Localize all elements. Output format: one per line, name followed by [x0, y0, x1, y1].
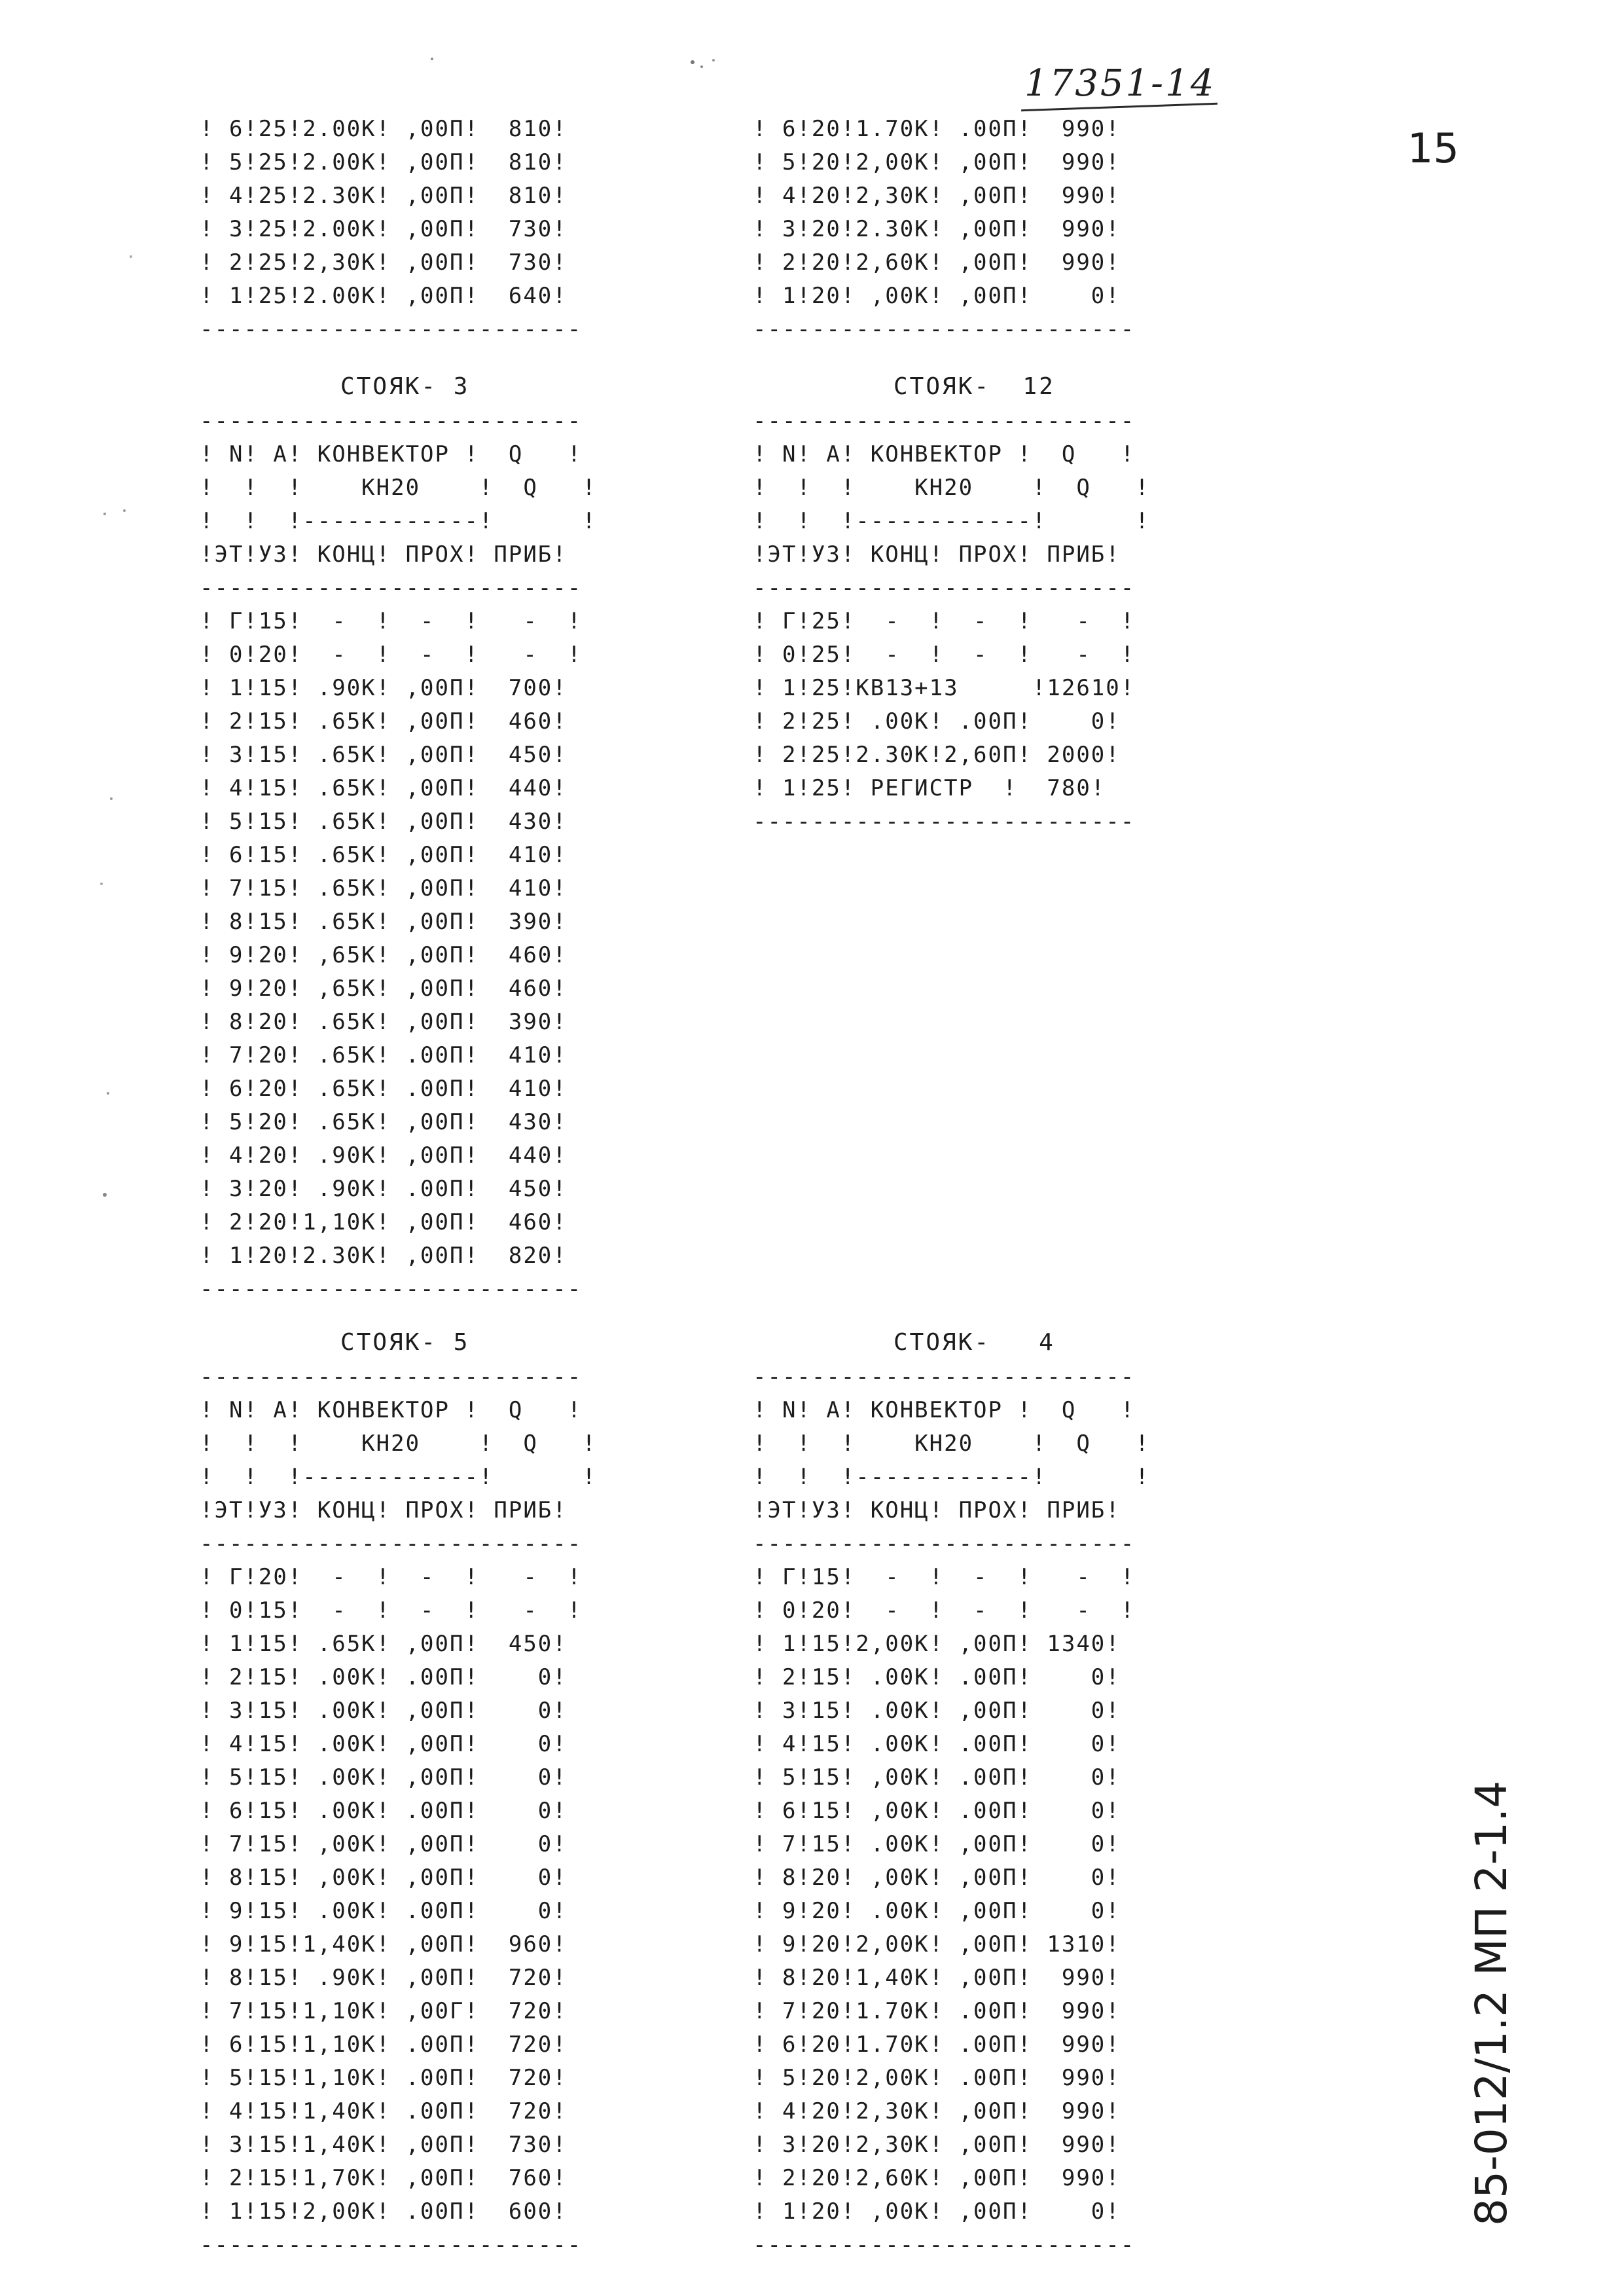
section-title-stoyak-5: СТОЯК- 5	[340, 1329, 470, 1356]
table-row: ! 2!25! .00K! .00П! 0!	[753, 708, 1121, 735]
table-header-line: !ЭТ!УЗ! КОНЦ! ПРОХ! ПРИБ!	[200, 1497, 568, 1523]
handwritten-document-number: 17351-14	[1024, 62, 1216, 105]
table-row: ! 2!20!2,60K! ,00П! 990!	[753, 2165, 1121, 2191]
table-header-line: ! ! !------------! !	[200, 1464, 597, 1490]
table-row: ! 7!15! .00K! ,00П! 0!	[753, 1831, 1121, 1857]
table-row: ! 6!20!1.70K! .00П! 990!	[753, 2031, 1121, 2058]
table-header-stoyak-3	[200, 405, 597, 605]
table-row: ! 8!20! .65K! ,00П! 390!	[200, 1009, 568, 1035]
table-row: ! 5!15!1,10K! .00П! 720!	[200, 2065, 568, 2091]
table-row: ! 0!20! - ! - ! - !	[200, 642, 583, 668]
table-header-line: ! ! ! КН20 ! Q !	[200, 1430, 597, 1457]
table-header-line: !ЭТ!УЗ! КОНЦ! ПРОХ! ПРИБ!	[753, 1497, 1121, 1523]
table-row: ! 7!15! .65K! ,00П! 410!	[200, 875, 568, 901]
table-row: ! 9!15!1,40K! ,00П! 960!	[200, 1931, 568, 1957]
table-row: ! 4!15! .00K! ,00П! 0!	[200, 1731, 568, 1757]
table-row: ! 6!20! .65K! .00П! 410!	[200, 1076, 568, 1102]
table-header-line: !ЭТ!УЗ! КОНЦ! ПРОХ! ПРИБ!	[200, 541, 568, 568]
table-row: ! 7!20!1.70K! .00П! 990!	[753, 1998, 1121, 2024]
table-row: ! 2!15! .00K! .00П! 0!	[753, 1664, 1121, 1690]
table-row: ! 1!15!2,00K! ,00П! 1340!	[753, 1631, 1121, 1657]
table-row: ! 6!15! .65K! ,00П! 410!	[200, 842, 568, 868]
table-row: ! 7!20! .65K! .00П! 410!	[200, 1042, 568, 1068]
table-row: ! 6!25!2.00K! ,00П! 810!	[200, 116, 568, 142]
table-row: ! 1!20!2.30K! ,00П! 820!	[200, 1243, 568, 1269]
table-row: ! 7!15!1,10K! ,00Г! 720!	[200, 1998, 568, 2024]
rule-line: --------------------------	[200, 1364, 583, 1390]
table-header-line: ! ! ! КН20 ! Q !	[753, 1430, 1150, 1457]
table-row: ! 3!25!2.00K! ,00П! 730!	[200, 216, 568, 242]
rule-line: --------------------------	[753, 575, 1136, 601]
table-row: ! 4!15!1,40K! .00П! 720!	[200, 2098, 568, 2124]
table-header-stoyak-5	[200, 1360, 597, 1561]
table-row: ! 0!15! - ! - ! - !	[200, 1597, 583, 1624]
table-row: ! 6!15! ,00K! .00П! 0!	[753, 1798, 1121, 1824]
rule-line: --------------------------	[753, 2232, 1136, 2258]
table-header-line: !ЭТ!УЗ! КОНЦ! ПРОХ! ПРИБ!	[753, 541, 1121, 568]
table-row: ! 5!15! ,00K! .00П! 0!	[753, 1764, 1121, 1791]
table-row: ! 9!20!2,00K! ,00П! 1310!	[753, 1931, 1121, 1957]
section-title-stoyak-12: СТОЯК- 12	[893, 373, 1055, 400]
section-title-stoyak-4: СТОЯК- 4	[893, 1329, 1055, 1356]
table-row: ! Г!20! - ! - ! - !	[200, 1564, 583, 1590]
rule-line: --------------------------	[753, 1531, 1136, 1557]
table-row: ! 0!25! - ! - ! - !	[753, 642, 1136, 668]
table-row: ! Г!25! - ! - ! - !	[753, 608, 1136, 634]
table-continuation-left	[200, 113, 582, 346]
table-row: ! 8!20!1,40K! ,00П! 990!	[753, 1965, 1121, 1991]
table-row: ! 9!20! ,65K! ,00П! 460!	[200, 975, 568, 1002]
rule-line: --------------------------	[200, 408, 583, 434]
rule-line: --------------------------	[753, 1364, 1136, 1390]
rule-line: --------------------------	[200, 575, 583, 601]
table-row: ! 4!15! .00K! .00П! 0!	[753, 1731, 1121, 1757]
table-body-stoyak-3	[200, 605, 582, 1306]
table-row: ! 5!15! .00K! ,00П! 0!	[200, 1764, 568, 1791]
table-row: ! Г!15! - ! - ! - !	[753, 1564, 1136, 1590]
table-row: ! 3!15! .00K! ,00П! 0!	[753, 1698, 1121, 1724]
table-row: ! 3!15! .65K! ,00П! 450!	[200, 742, 568, 768]
table-header-stoyak-4	[753, 1360, 1150, 1561]
table-row: ! 1!25!КВ13+13 !12610!	[753, 675, 1136, 701]
table-row: ! 2!20!1,10K! ,00П! 460!	[200, 1209, 568, 1235]
page-number: 15	[1407, 124, 1459, 172]
table-row: ! 1!15! .65K! ,00П! 450!	[200, 1631, 568, 1657]
table-row: ! 1!25!2.00K! ,00П! 640!	[200, 283, 568, 309]
rule-line: --------------------------	[753, 408, 1136, 434]
section-title-stoyak-3: СТОЯК- 3	[340, 373, 470, 400]
table-row: ! 3!20!2.30K! ,00П! 990!	[753, 216, 1121, 242]
document-side-code: 85-012/1.2 МП 2-1.4	[1466, 1780, 1517, 2226]
table-header-stoyak-12	[753, 405, 1150, 605]
table-row: ! 4!20!2,30K! ,00П! 990!	[753, 183, 1121, 209]
table-row: ! 2!25!2.30K!2,60П! 2000!	[753, 742, 1121, 768]
table-row: ! 4!20! .90K! ,00П! 440!	[200, 1142, 568, 1169]
table-body-stoyak-12	[753, 605, 1135, 839]
table-row: ! 2!20!2,60K! ,00П! 990!	[753, 249, 1121, 276]
table-row: ! 5!20!2,00K! .00П! 990!	[753, 2065, 1121, 2091]
table-body-stoyak-5	[200, 1561, 582, 2262]
table-row: ! 2!15!1,70K! ,00П! 760!	[200, 2165, 568, 2191]
table-header-line: ! ! !------------! !	[753, 508, 1150, 534]
table-row: ! 3!20! .90K! .00П! 450!	[200, 1176, 568, 1202]
table-row: ! 4!20!2,30K! ,00П! 990!	[753, 2098, 1121, 2124]
table-row: ! 0!20! - ! - ! - !	[753, 1597, 1136, 1624]
table-row: ! 2!15! .00K! .00П! 0!	[200, 1664, 568, 1690]
table-row: ! Г!15! - ! - ! - !	[200, 608, 583, 634]
table-header-line: ! ! !------------! !	[753, 1464, 1150, 1490]
table-header-line: ! N! А! КОНВЕКТОР ! Q !	[753, 441, 1136, 467]
table-row: ! 8!15! .65K! ,00П! 390!	[200, 909, 568, 935]
table-header-line: ! N! А! КОНВЕКТОР ! Q !	[200, 441, 583, 467]
table-row: ! 2!15! .65K! ,00П! 460!	[200, 708, 568, 735]
table-row: ! 4!15! .65K! ,00П! 440!	[200, 775, 568, 801]
table-row: ! 8!20! ,00K! ,00П! 0!	[753, 1865, 1121, 1891]
table-header-line: ! N! А! КОНВЕКТОР ! Q !	[753, 1397, 1136, 1423]
table-row: ! 1!25! РЕГИСТР ! 780!	[753, 775, 1106, 801]
table-row: ! 5!20!2,00K! ,00П! 990!	[753, 149, 1121, 175]
table-row: ! 1!20! ,00K! ,00П! 0!	[753, 283, 1121, 309]
rule-line: --------------------------	[200, 1531, 583, 1557]
table-row: ! 9!20! ,65K! ,00П! 460!	[200, 942, 568, 968]
table-row: ! 3!15! .00K! ,00П! 0!	[200, 1698, 568, 1724]
rule-line: --------------------------	[753, 809, 1136, 835]
table-row: ! 2!25!2,30K! ,00П! 730!	[200, 249, 568, 276]
table-row: ! 6!15!1,10K! .00П! 720!	[200, 2031, 568, 2058]
rule-line: --------------------------	[200, 316, 583, 342]
table-header-line: ! N! А! КОНВЕКТОР ! Q !	[200, 1397, 583, 1423]
table-row: ! 6!15! .00K! .00П! 0!	[200, 1798, 568, 1824]
table-continuation-right	[753, 113, 1135, 346]
table-row: ! 8!15! ,00K! ,00П! 0!	[200, 1865, 568, 1891]
table-row: ! 6!20!1.70K! .00П! 990!	[753, 116, 1121, 142]
table-body-stoyak-4	[753, 1561, 1135, 2262]
table-row: ! 9!20! .00K! ,00П! 0!	[753, 1898, 1121, 1924]
table-row: ! 9!15! .00K! .00П! 0!	[200, 1898, 568, 1924]
table-header-line: ! ! ! КН20 ! Q !	[200, 475, 597, 501]
table-row: ! 1!20! ,00K! ,00П! 0!	[753, 2198, 1121, 2225]
table-row: ! 3!15!1,40K! ,00П! 730!	[200, 2132, 568, 2158]
table-header-line: ! ! ! КН20 ! Q !	[753, 475, 1150, 501]
table-row: ! 5!20! .65K! ,00П! 430!	[200, 1109, 568, 1135]
rule-line: --------------------------	[753, 316, 1136, 342]
table-row: ! 5!15! .65K! ,00П! 430!	[200, 809, 568, 835]
table-row: ! 5!25!2.00K! ,00П! 810!	[200, 149, 568, 175]
table-row: ! 7!15! ,00K! ,00П! 0!	[200, 1831, 568, 1857]
table-row: ! 3!20!2,30K! ,00П! 990!	[753, 2132, 1121, 2158]
table-row: ! 1!15!2,00K! .00П! 600!	[200, 2198, 568, 2225]
rule-line: --------------------------	[200, 1276, 583, 1302]
table-row: ! 1!15! .90K! ,00П! 700!	[200, 675, 568, 701]
table-header-line: ! ! !------------! !	[200, 508, 597, 534]
table-row: ! 4!25!2.30K! ,00П! 810!	[200, 183, 568, 209]
table-row: ! 8!15! .90K! ,00П! 720!	[200, 1965, 568, 1991]
rule-line: --------------------------	[200, 2232, 583, 2258]
